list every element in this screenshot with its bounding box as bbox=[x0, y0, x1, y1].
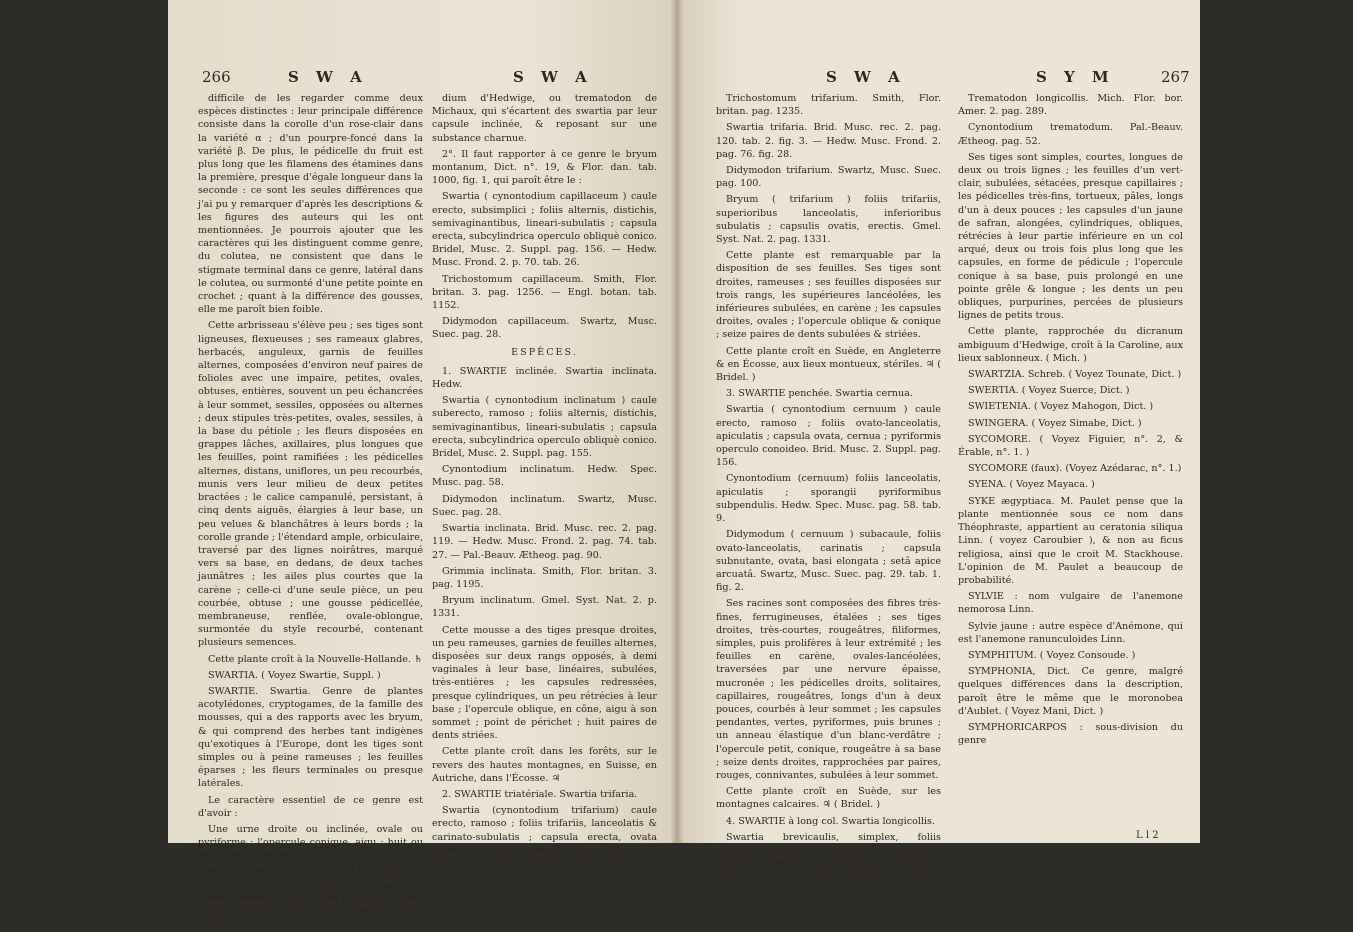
left-running-head-b: S W A bbox=[513, 68, 593, 86]
paragraph: Swartia trifaria. Brid. Musc. rec. 2. pag. 120. tab. 2. fig. 3. — Hedw. Musc. Frond. 2. pag. 76. fig. 28. bbox=[716, 122, 941, 160]
left-column-1 bbox=[198, 92, 423, 931]
paragraph: 2. SWARTIE triatériale. Swartia trifaria. bbox=[442, 788, 638, 800]
paragraph: Bryum inclinatum. Gmel. Syst. Nat. 2. p. 1331. bbox=[432, 595, 657, 620]
paragraph: Swartia brevicaulis, simplex, foliis subulato-setaceis ; pedunculo longissimo, tortuoso ; sporangii oblongi stipite elongato ; operculo è basi conicâ gracillimè rostrato. Mich. bbox=[716, 831, 941, 896]
right-running-head-a: S W A bbox=[826, 68, 906, 86]
paragraph: 3. SWARTIE penchée. Swartia cernua. bbox=[726, 388, 913, 400]
left-running-head-a: S W A bbox=[288, 68, 368, 86]
paragraph: Trematodon longicollis. Mich. Flor. bor. Amer. 2. pag. 289. bbox=[958, 93, 1183, 118]
signature-mark: L l 2 bbox=[1136, 830, 1159, 841]
paragraph: Cette plante, rapprochée du dicranum ambiguum d'Hedwige, croît à la Caroline, aux lieux sablonneux. ( Mich. ) bbox=[958, 326, 1183, 364]
paragraph: Cynontodium (cernuum) foliis lanceolatis, apiculatis ; sporangii pyriformibus subpendulis. Hedw. Spec. Musc. pag. 58. tab. 9. bbox=[716, 473, 941, 525]
paragraph: SWINGERA. ( Voyez Simabe, Dict. ) bbox=[968, 417, 1142, 429]
paragraph: Swartia ( cynontodium inclinatum ) caule suberecto, ramoso ; foliis alternis, distichis, semivaginantibus, lineari-subulatis ; capsula erecta, subcylindrica operculo obliquè conico. Bridel, Musc. 2. Suppl. pag. 155. bbox=[432, 395, 657, 460]
paragraph: 2°. Il faut rapporter à ce genre le bryum montanum, Dict. n°. 19, & Flor. dan. tab. 1000, fig. 1, qui paroît être le : bbox=[432, 148, 657, 187]
paragraph: Ses tiges sont simples, courtes, longues de deux ou trois lignes ; les feuilles d'un vert-clair, subulées, sétacées, presque capillaires ; les pédicelles très-fins, tortueux, pâles, longs d'un à deux pouces ; les capsules d'un jaune de safran, alongées, cylindriques, obliques, rétrécies à leur partie inférieure en un col arqué, deux ou trois fois plus long que les capsules, en forme de pédicule ; l'opercule conique à sa base, puis prolongé en une pointe grêle & longue ; les dents un peu obliques, purpurines, percées de plusieurs lignes de petits trous. bbox=[958, 151, 1183, 322]
right-page bbox=[676, 0, 1200, 896]
paragraph: SYMPHORICARPOS : sous-division du genre bbox=[958, 721, 1183, 747]
paragraph: Swartia ( cynontodium cernuum ) caule erecto, ramoso ; foliis ovato-lanceolatis, apiculatis ; capsula ovata, cernua ; pyriformis operculo conoideo. Brid. Musc. 2. Suppl. pag. 156. bbox=[716, 404, 941, 469]
paragraph: SWIETENIA. ( Voyez Mahogon, Dict. ) bbox=[968, 401, 1154, 413]
right-column-1 bbox=[716, 92, 941, 896]
right-column-2 bbox=[958, 92, 1183, 832]
paragraph: Cynontodium trematodum. Pal.-Beauv. Ætheog. pag. 52. bbox=[958, 122, 1183, 147]
paragraph: Swartia inclinata. Brid. Musc. rec. 2. pag. 119. — Hedw. Musc. Frond. 2. pag. 74. tab. 27. — Pal.-Beauv. Ætheog. pag. 90. bbox=[432, 523, 657, 561]
paragraph: ESPÈCES. bbox=[511, 346, 578, 358]
paragraph: dium d'Hedwige, ou trematodon de Michaux, qui s'écartent des swartia par leur capsule inclinée, & reposant sur une substance charnue. bbox=[432, 93, 657, 144]
paragraph: SYCOMORE (faux). (Voyez Azédarac, n°. 1.) bbox=[968, 463, 1182, 475]
book-gutter bbox=[670, 0, 684, 843]
paragraph: SYKE ægyptiaca. M. Paulet pense que la plante mentionnée sous ce nom dans Théophraste, appartient au ceratonia siliqua Linn. ( voyez Caroubier ), & non au ficus religiosa, ainsi que le croit M. Stackhouse. L'opinion de M. Paulet a beaucoup de probabilité. bbox=[958, 495, 1183, 586]
paragraph: Didymodon capillaceum. Swartz, Musc. Suec. pag. 28. bbox=[432, 316, 657, 341]
paragraph: SWERTIA. ( Voyez Suerce, Dict. ) bbox=[968, 385, 1130, 397]
left-column-2 bbox=[432, 92, 657, 883]
paragraph: SYENA. ( Voyez Mayaca. ) bbox=[968, 479, 1095, 491]
paragraph: Cette plante croît dans les forêts, sur le revers des hautes montagnes, en Suisse, en Autriche, dans l'Écosse. ♃ bbox=[432, 746, 657, 784]
paragraph: Cette arbrisseau s'élève peu ; ses tiges sont ligneuses, flexueuses ; ses rameaux glabres, herbacés, anguleux, garnis de feuilles alternes, composées d'environ neuf paires de folioles avec une impaire, petites, ovales, obtuses, entières, souvent un peu échancrées à leur sommet, sessiles, opposées ou alternes ; deux stipules très-petites, ovales, sessiles, à la base du pétiole ; les fleurs disposées en grappes lâches, axillaires, plus longues que les feuilles, point ramifiées ; les pédicelles alternes, distans, uniflores, un peu recourbés, munis vers leur milieu de deux petites bractées ; le calice campanulé, persistant, à cinq dents aiguës, élargies à leur base, un peu velues & blanchâtres à leurs bords ; la corolle grande ; l'étendard ample, orbiculaire, traversé par des lignes noirâtres, marqué vers sa base, en dedans, de deux taches jaunâtres ; les ailes plus courtes que la carène ; celle-ci d'une seule pièce, un peu courbée, obtuse ; une gousse pédicellée, membraneuse, renflée, ovale-oblongue, surmontée du style recourbé, contenant plusieurs semences. bbox=[198, 320, 423, 649]
paragraph: SWARTZIA. Schreb. ( Voyez Tounate, Dict. ) bbox=[968, 369, 1182, 381]
paragraph: Sylvie jaune : autre espèce d'Anémone, qui est l'anemone ranunculoides Linn. bbox=[958, 620, 1183, 645]
left-page-number: 266 bbox=[202, 68, 231, 86]
paragraph: difficile de les regarder comme deux espèces distinctes : leur principale différence consiste dans la corolle d'un rose-clair dans la variété α ; d'un pourpre-foncé dans la variété β. De plus, le pédicelle du fruit est plus long que les filamens des étamines dans la première, presque d'égale longueur dans la seconde : ce sont les seules différences que j'ai pu y remarquer d'après les descriptions & les figures des auteurs qui les ont mentionnées. Je pourrois ajouter que les caractères qui les distinguent comme genre, du colutea, ne consistent que dans le stigmate terminal dans ce genre, latéral dans le colutea, ou surmonté d'une petite pointe en crochet ; quant à la différence des gousses, elle me paroît bien foible. bbox=[198, 93, 423, 316]
paragraph: SYCOMORE. ( Voyez Figuier, n°. 2, & Érable, n°. 1. ) bbox=[958, 433, 1183, 459]
left-page bbox=[168, 0, 676, 931]
paragraph: SWARTIE. Swartia. Genre de plantes acotylédones, cryptogames, de la famille des mousses, qui a des rapports avec les bryum, & qui comprend des herbes tant indigènes qu'exotiques à l'Europe, dont les tiges sont simples ou à peine rameuses ; les feuilles éparses ; les fleurs terminales ou presque latérales. bbox=[198, 685, 423, 790]
paragraph: Didymodum ( cernuum ) subacaule, foliis ovato-lanceolatis, carinatis ; capsula subnutante, ovata, basi elongata ; setâ apice arcuatâ. Swartz, Musc. Suec. pag. 29. tab. 1. fig. 2. bbox=[716, 529, 941, 594]
paragraph: Swartia ( cynontodium capillaceum ) caule erecto, subsimplici ; foliis alternis, distichis, semivaginantibus, lineari-subulatis ; capsula erecta, subcylindrica operculo obliquè conico. Bridel, Musc. 2. Suppl. pag. 156. — Hedw. Musc. Frond. 2. p. 70. tab. 26. bbox=[432, 191, 657, 269]
paragraph: SYLVIE : nom vulgaire de l'anemone nemorosa Linn. bbox=[958, 591, 1183, 616]
paragraph: Cette plante croît en Suède, sur les montagnes calcaires. ♃ ( Bridel. ) bbox=[716, 786, 941, 811]
paragraph: Observations. 1°. Ce genre est en partie un démembrement de celui des bryum de Linné. Tel que je le présente ici, il comprend les cynonto- bbox=[198, 879, 423, 931]
paragraph: Didymodon trifarium. Swartz, Musc. Suec. pag. 100. bbox=[716, 165, 941, 190]
paragraph: Ses racines sont composées des fibres très-fines, ferrugineuses, étalées ; ses tiges droites, très-courtes, rougeâtres, filiformes, simples, puis prolifères à leur extrémité ; les feuilles en carène, ovales-lancéolées, traversées par une nervure épaisse, mucronée ; les pédicelles droits, solitaires, capillaires, rougeâtres, longs d'un à deux pouces, courbés à leur sommet ; les capsules pendantes, vertes, pyriformes, puis brunes ; un anneau élastique d'un blanc-verdâtre ; l'opercule petit, conique, rougeâtre à sa base ; seize dents droites, rapprochées par paires, rouges, connivantes, subulées à leur sommet. bbox=[716, 598, 941, 781]
paragraph: Bryum ( trifarium ) foliis trifariis, superioribus lanceolatis, inferioribus subulatis ; capsulis ovatis, erectis. Gmel. Syst. Nat. 2. pag. 1331. bbox=[716, 194, 941, 246]
paragraph: Cette plante croît en Suède, en Angleterre & en Écosse, aux lieux montueux, stériles. ♃ ( Bridel. ) bbox=[716, 345, 941, 384]
right-running-head-b: S Y M bbox=[1036, 68, 1115, 86]
paragraph: Le caractère essentiel de ce genre est d'avoir : bbox=[198, 794, 423, 819]
paragraph: Cette plante est remarquable par la disposition de ses feuilles. Ses tiges sont droites, rameuses ; ses feuilles disposées sur trois rangs, les supérieures lancéolées, les inférieures subulées, en carène ; les capsules droites, ovales ; l'opercule oblique & conique ; seize paires de dents subulées & striées. bbox=[716, 250, 941, 341]
paragraph: SYMPHITUM. ( Voyez Consoude. ) bbox=[968, 649, 1136, 661]
paragraph: SYMPHONIA, Dict. Ce genre, malgré quelques différences dans la description, paroît être le même que le moronobea d'Aublet. ( Voyez Mani, Dict. ) bbox=[958, 666, 1183, 717]
paragraph: Cette plante croît à la Nouvelle-Hollande. ♄ bbox=[208, 653, 423, 665]
paragraph: Une urne droite ou inclinée, ovale ou pyriforme ; l'opercule conique, aigu ; huit ou seize dents rapprochées par paires à leur base, mais non géminées ; point de périchet. bbox=[198, 823, 423, 875]
paragraph: Grimmia inclinata. Smith, Flor. britan. 3. pag. 1195. bbox=[432, 565, 657, 590]
paragraph: Trichostomum trifarium. Smith, Flor. britan. pag. 1235. bbox=[716, 93, 941, 118]
paragraph: 4. SWARTIE à long col. Swartia longicollis. bbox=[726, 815, 936, 827]
paragraph: Swartia (cynontodium trifarium) caule erecto, ramoso ; foliis trifariis, lanceolatis & carinato-subulatis ; capsula erecta, ovata operculo obliquè conico. Bridel, Musc. 2. Suppl. pag. 157. — Hedw. Spec. Musc. pag. 57. bbox=[432, 805, 657, 883]
paragraph: Cynontodium inclinatum. Hedw. Spec. Musc. pag. 58. bbox=[432, 464, 657, 489]
paragraph: SWARTIA. ( Voyez Swartie, Suppl. ) bbox=[208, 669, 381, 681]
paragraph: Trichostomum capillaceum. Smith, Flor. britan. 3. pag. 1256. — Engl. botan. tab. 1152. bbox=[432, 273, 657, 312]
right-page-number: 267 bbox=[1161, 68, 1190, 86]
paragraph: Didymodon inclinatum. Swartz, Musc. Suec. pag. 28. bbox=[432, 493, 657, 518]
paragraph: 1. SWARTIE inclinée. Swartia inclinata. Hedw. bbox=[432, 365, 657, 391]
paragraph: Cette mousse a des tiges presque droites, un peu rameuses, garnies de feuilles alternes, disposées sur deux rangs opposés, à demi vaginales à leur base, linéaires, subulées, très-entières ; les capsules redressées, presque cylindriques, un peu rétrécies à leur base ; l'opercule oblique, en cône, aigu à son sommet ; point de périchet ; huit paires de dents striées. bbox=[432, 624, 657, 742]
